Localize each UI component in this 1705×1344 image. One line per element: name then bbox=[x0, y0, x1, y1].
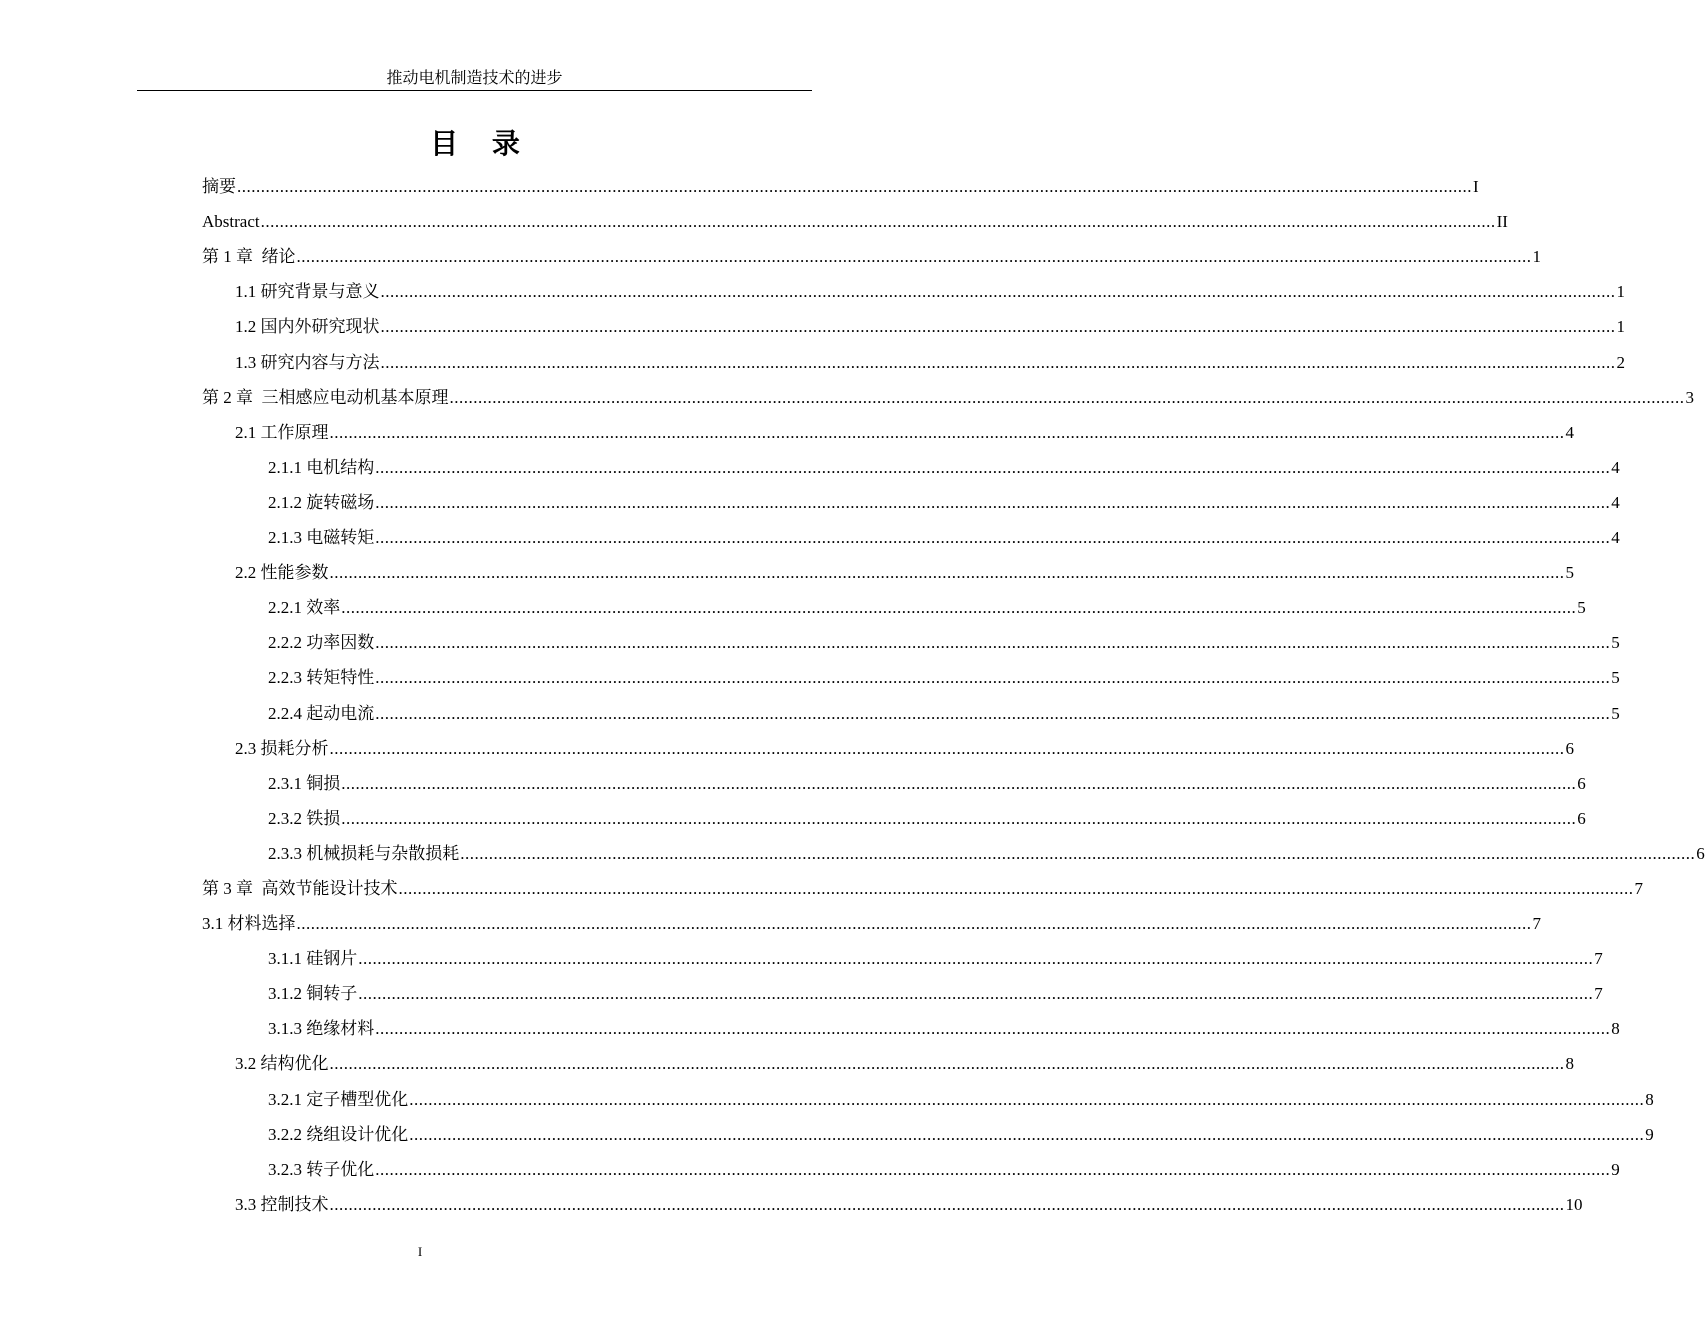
toc-dot-leader: .................................................................................................................................................................................................................................................................... bbox=[375, 457, 1611, 477]
toc-entry-page: 9 bbox=[1645, 1124, 1654, 1144]
toc-entry-label: 2.2.2 功率因数 bbox=[268, 633, 375, 653]
toc-entry-page: 5 bbox=[1611, 668, 1620, 688]
running-header: 推动电机制造技术的进步 bbox=[386, 70, 563, 87]
toc-entry[interactable] bbox=[202, 555, 1574, 590]
toc-entry[interactable] bbox=[202, 1187, 1583, 1222]
toc-entry[interactable] bbox=[202, 1011, 1620, 1046]
toc-dot-leader: .................................................................................................................................................................................................................................................................... bbox=[460, 843, 1696, 863]
toc-dot-leader: .................................................................................................................................................................................................................................................................... bbox=[329, 738, 1565, 758]
toc-entry-page: 7 bbox=[1594, 949, 1603, 969]
toc-entry[interactable] bbox=[202, 801, 1586, 836]
toc-dot-leader: .................................................................................................................................................................................................................................................................... bbox=[341, 773, 1577, 793]
toc-entry-label: 2.3 损耗分析 bbox=[235, 738, 329, 758]
toc-entry[interactable] bbox=[202, 1081, 1654, 1116]
toc-entry-label: 2.3.2 铁损 bbox=[268, 808, 341, 828]
toc-entry-label: 2.2.1 效率 bbox=[268, 598, 341, 618]
toc-entry-page: 10 bbox=[1565, 1194, 1583, 1214]
toc-entry[interactable] bbox=[202, 520, 1620, 555]
toc-entry-label: 3.1.1 硅钢片 bbox=[268, 949, 358, 969]
toc-dot-leader: .................................................................................................................................................................................................................................................................... bbox=[329, 1194, 1565, 1214]
toc-entry[interactable] bbox=[202, 871, 1643, 906]
toc-entry[interactable] bbox=[202, 766, 1586, 801]
toc-entry-page: 4 bbox=[1611, 457, 1620, 477]
toc-entry-page: 1 bbox=[1616, 317, 1625, 337]
toc-dot-leader: .................................................................................................................................................................................................................................................................... bbox=[358, 984, 1594, 1004]
toc-dot-leader: .................................................................................................................................................................................................................................................................... bbox=[260, 212, 1496, 232]
toc-entry[interactable] bbox=[202, 1046, 1574, 1081]
toc-dot-leader: .................................................................................................................................................................................................................................................................... bbox=[329, 422, 1565, 442]
toc-dot-leader: .................................................................................................................................................................................................................................................................... bbox=[375, 703, 1611, 723]
toc-entry-page: 5 bbox=[1611, 703, 1620, 723]
toc-entry-page: 1 bbox=[1616, 282, 1625, 302]
toc-entry-page: 2 bbox=[1616, 352, 1625, 372]
table-of-contents bbox=[202, 169, 1705, 1222]
toc-dot-leader: .................................................................................................................................................................................................................................................................... bbox=[380, 317, 1616, 337]
toc-entry-label: 3.2.2 绕组设计优化 bbox=[268, 1124, 409, 1144]
toc-entry-label: 1.1 研究背景与意义 bbox=[235, 282, 380, 302]
toc-dot-leader: .................................................................................................................................................................................................................................................................... bbox=[341, 808, 1577, 828]
toc-entry[interactable] bbox=[202, 625, 1620, 660]
toc-entry-label: 2.1.2 旋转磁场 bbox=[268, 492, 375, 512]
toc-dot-leader: .................................................................................................................................................................................................................................................................... bbox=[375, 1019, 1611, 1039]
toc-dot-leader: .................................................................................................................................................................................................................................................................... bbox=[329, 563, 1565, 583]
toc-entry-page: 1 bbox=[1532, 247, 1541, 267]
toc-entry-label: 2.3.3 机械损耗与杂散损耗 bbox=[268, 843, 460, 863]
toc-entry-page: 4 bbox=[1611, 528, 1620, 548]
toc-entry-label: 2.1.3 电磁转矩 bbox=[268, 528, 375, 548]
toc-entry-page: 7 bbox=[1594, 984, 1603, 1004]
toc-entry-label: 3.3 控制技术 bbox=[235, 1194, 329, 1214]
toc-entry-page: 6 bbox=[1577, 808, 1586, 828]
toc-entry-page: 7 bbox=[1634, 878, 1643, 898]
toc-entry-page: 8 bbox=[1645, 1089, 1654, 1109]
toc-dot-leader: .................................................................................................................................................................................................................................................................... bbox=[375, 528, 1611, 548]
toc-dot-leader: .................................................................................................................................................................................................................................................................... bbox=[358, 949, 1594, 969]
toc-entry[interactable] bbox=[202, 204, 1508, 239]
toc-entry-label: 第 2 章 三相感应电动机基本原理 bbox=[202, 387, 449, 407]
page-number: I bbox=[417, 1244, 423, 1259]
toc-entry[interactable] bbox=[202, 344, 1625, 379]
toc-title: 目 录 bbox=[430, 127, 532, 160]
toc-entry-label: 1.2 国内外研究现状 bbox=[235, 317, 380, 337]
toc-entry[interactable] bbox=[202, 380, 1694, 415]
toc-entry-label: 3.2.1 定子槽型优化 bbox=[268, 1089, 409, 1109]
toc-dot-leader: .................................................................................................................................................................................................................................................................... bbox=[375, 492, 1611, 512]
toc-entry-page: 5 bbox=[1565, 563, 1574, 583]
toc-dot-leader: .................................................................................................................................................................................................................................................................... bbox=[237, 177, 1472, 197]
toc-entry[interactable] bbox=[202, 731, 1574, 766]
toc-dot-leader: .................................................................................................................................................................................................................................................................... bbox=[329, 1054, 1565, 1074]
toc-entry-page: 4 bbox=[1565, 422, 1574, 442]
toc-entry-page: 6 bbox=[1696, 843, 1705, 863]
toc-entry[interactable] bbox=[202, 836, 1705, 871]
toc-entry-label: 第 1 章 绪论 bbox=[202, 247, 296, 267]
toc-entry[interactable] bbox=[202, 906, 1541, 941]
toc-entry-label: 2.1.1 电机结构 bbox=[268, 457, 375, 477]
toc-entry-page: 4 bbox=[1611, 492, 1620, 512]
toc-entry-page: I bbox=[1473, 177, 1479, 197]
toc-entry-page: II bbox=[1496, 212, 1508, 232]
toc-entry-label: 3.1.2 铜转子 bbox=[268, 984, 358, 1004]
toc-entry-page: 6 bbox=[1565, 738, 1574, 758]
toc-entry-label: 2.2.4 起动电流 bbox=[268, 703, 375, 723]
toc-entry[interactable] bbox=[202, 274, 1625, 309]
toc-entry[interactable] bbox=[202, 941, 1603, 976]
toc-entry-label: 1.3 研究内容与方法 bbox=[235, 352, 380, 372]
toc-entry[interactable] bbox=[202, 415, 1574, 450]
toc-dot-leader: .................................................................................................................................................................................................................................................................... bbox=[375, 633, 1611, 653]
toc-dot-leader: .................................................................................................................................................................................................................................................................... bbox=[296, 247, 1532, 267]
toc-entry-label: Abstract bbox=[202, 212, 260, 232]
toc-dot-leader: .................................................................................................................................................................................................................................................................... bbox=[375, 1159, 1611, 1179]
toc-dot-leader: .................................................................................................................................................................................................................................................................... bbox=[409, 1124, 1645, 1144]
toc-entry-page: 5 bbox=[1577, 598, 1586, 618]
toc-dot-leader: .................................................................................................................................................................................................................................................................... bbox=[449, 387, 1685, 407]
toc-entry[interactable] bbox=[202, 660, 1620, 695]
header-rule bbox=[137, 90, 812, 91]
toc-entry-page: 5 bbox=[1611, 633, 1620, 653]
toc-entry-page: 8 bbox=[1611, 1019, 1620, 1039]
toc-entry[interactable] bbox=[202, 1152, 1620, 1187]
toc-entry-label: 3.2.3 转子优化 bbox=[268, 1159, 375, 1179]
toc-dot-leader: .................................................................................................................................................................................................................................................................... bbox=[296, 914, 1532, 934]
toc-entry-page: 8 bbox=[1565, 1054, 1574, 1074]
toc-entry[interactable] bbox=[202, 450, 1620, 485]
toc-entry[interactable] bbox=[202, 590, 1586, 625]
toc-entry-label: 3.1 材料选择 bbox=[202, 914, 296, 934]
toc-entry[interactable] bbox=[202, 695, 1620, 730]
toc-dot-leader: .................................................................................................................................................................................................................................................................... bbox=[409, 1089, 1645, 1109]
toc-entry-label: 2.3.1 铜损 bbox=[268, 773, 341, 793]
toc-entry-label: 3.2 结构优化 bbox=[235, 1054, 329, 1074]
toc-entry-label: 2.2 性能参数 bbox=[235, 563, 329, 583]
toc-entry-label: 2.2.3 转矩特性 bbox=[268, 668, 375, 688]
toc-entry-page: 3 bbox=[1685, 387, 1694, 407]
toc-entry-label: 3.1.3 绝缘材料 bbox=[268, 1019, 375, 1039]
toc-dot-leader: .................................................................................................................................................................................................................................................................... bbox=[380, 282, 1616, 302]
toc-dot-leader: .................................................................................................................................................................................................................................................................... bbox=[341, 598, 1577, 618]
toc-entry[interactable] bbox=[202, 485, 1620, 520]
toc-entry-page: 6 bbox=[1577, 773, 1586, 793]
toc-entry-label: 摘要 bbox=[202, 177, 236, 197]
toc-entry-page: 7 bbox=[1532, 914, 1541, 934]
toc-dot-leader: .................................................................................................................................................................................................................................................................... bbox=[380, 352, 1616, 372]
toc-entry[interactable] bbox=[202, 239, 1541, 274]
toc-entry[interactable] bbox=[202, 309, 1625, 344]
toc-entry-label: 第 3 章 高效节能设计技术 bbox=[202, 878, 398, 898]
toc-dot-leader: .................................................................................................................................................................................................................................................................... bbox=[375, 668, 1611, 688]
toc-entry-label: 2.1 工作原理 bbox=[235, 422, 329, 442]
toc-entry[interactable] bbox=[202, 169, 1479, 204]
toc-entry-page: 9 bbox=[1611, 1159, 1620, 1179]
toc-dot-leader: .................................................................................................................................................................................................................................................................... bbox=[398, 878, 1634, 898]
toc-entry[interactable] bbox=[202, 976, 1603, 1011]
toc-entry[interactable] bbox=[202, 1117, 1654, 1152]
